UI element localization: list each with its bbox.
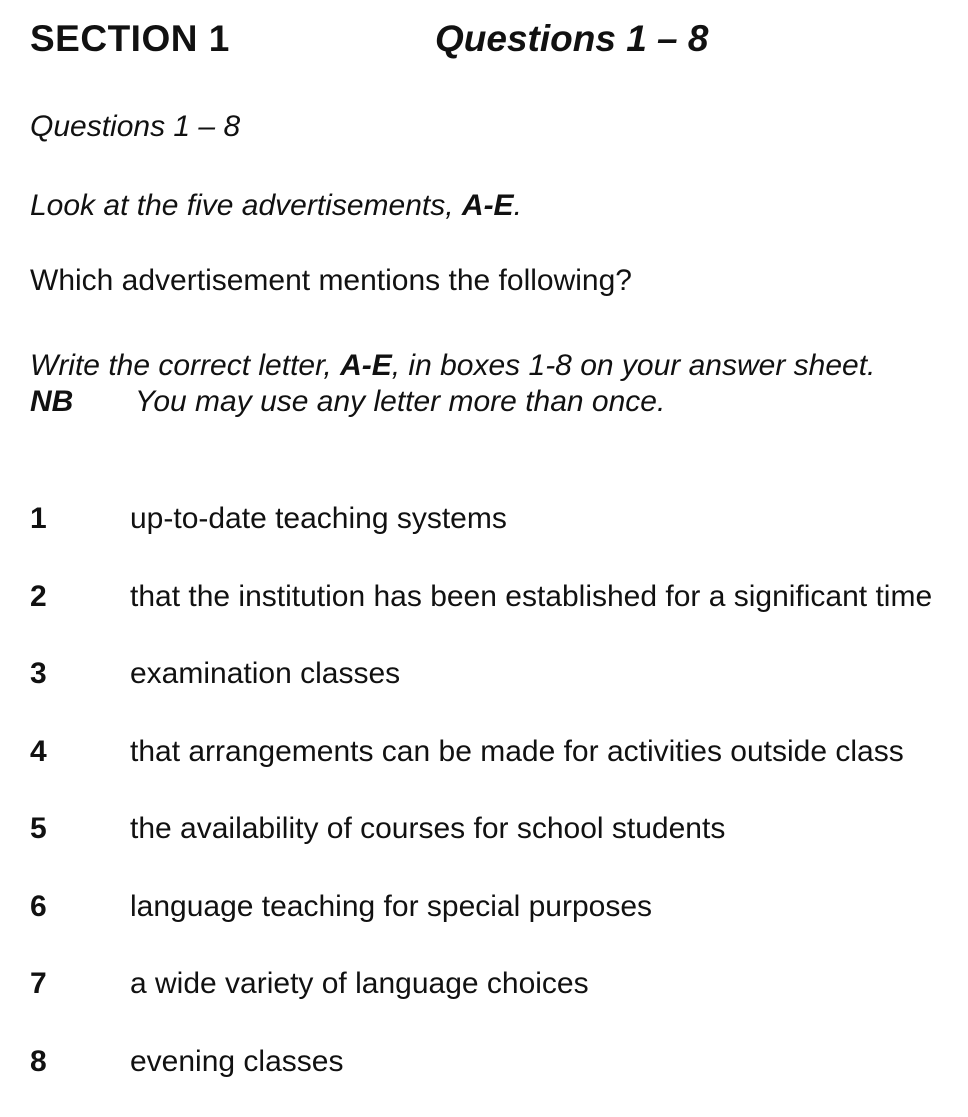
nb-note-line	[30, 384, 948, 420]
page-header	[0, 17, 968, 61]
write-instruction-line	[30, 348, 948, 384]
question-item-4	[30, 734, 958, 770]
question-number: 7	[30, 967, 47, 1000]
nb-note-text: You may use any letter more than once.	[135, 385, 666, 418]
which-advertisement-question: Which advertisement mentions the following?	[30, 264, 632, 297]
question-number: 5	[30, 812, 47, 845]
question-item-3	[30, 656, 958, 692]
question-item-5	[30, 811, 958, 847]
question-item-1	[30, 501, 958, 537]
question-text: language teaching for special purposes	[130, 890, 653, 923]
question-text: that arrangements can be made for activities outside class	[130, 735, 904, 768]
look-at-instruction-prefix: Look at the five advertisements,	[30, 189, 462, 222]
question-number: 1	[30, 502, 47, 535]
question-text: examination classes	[130, 657, 401, 690]
question-number: 2	[30, 580, 47, 613]
questions-range-heading: Questions 1 – 8	[435, 18, 709, 59]
questions-range-subheading: Questions 1 – 8	[30, 110, 241, 143]
question-text: a wide variety of language choices	[130, 967, 589, 1000]
question-text: the availability of courses for school students	[130, 812, 726, 845]
question-number: 4	[30, 735, 47, 768]
question-item-8	[30, 1044, 958, 1080]
question-text: evening classes	[130, 1045, 344, 1078]
question-text: up-to-date teaching systems	[130, 502, 507, 535]
look-at-instruction	[30, 188, 948, 224]
question-item-7	[30, 966, 958, 1002]
look-at-instruction-suffix: .	[513, 189, 522, 222]
question-text: that the institution has been established for a significant time	[130, 580, 933, 613]
write-instruction-suffix: , in boxes 1-8 on your answer sheet.	[391, 349, 876, 382]
section-title: SECTION 1	[30, 18, 230, 59]
write-instruction-letters: A-E	[340, 349, 392, 382]
question-item-2	[30, 579, 958, 615]
question-item-6	[30, 889, 958, 925]
nb-label: NB	[30, 385, 74, 418]
write-instruction-prefix: Write the correct letter,	[30, 349, 341, 382]
question-number: 8	[30, 1045, 47, 1078]
question-number: 3	[30, 657, 47, 690]
question-number: 6	[30, 890, 47, 923]
write-instruction-block	[30, 348, 948, 420]
look-at-instruction-letters: A-E	[461, 189, 514, 222]
